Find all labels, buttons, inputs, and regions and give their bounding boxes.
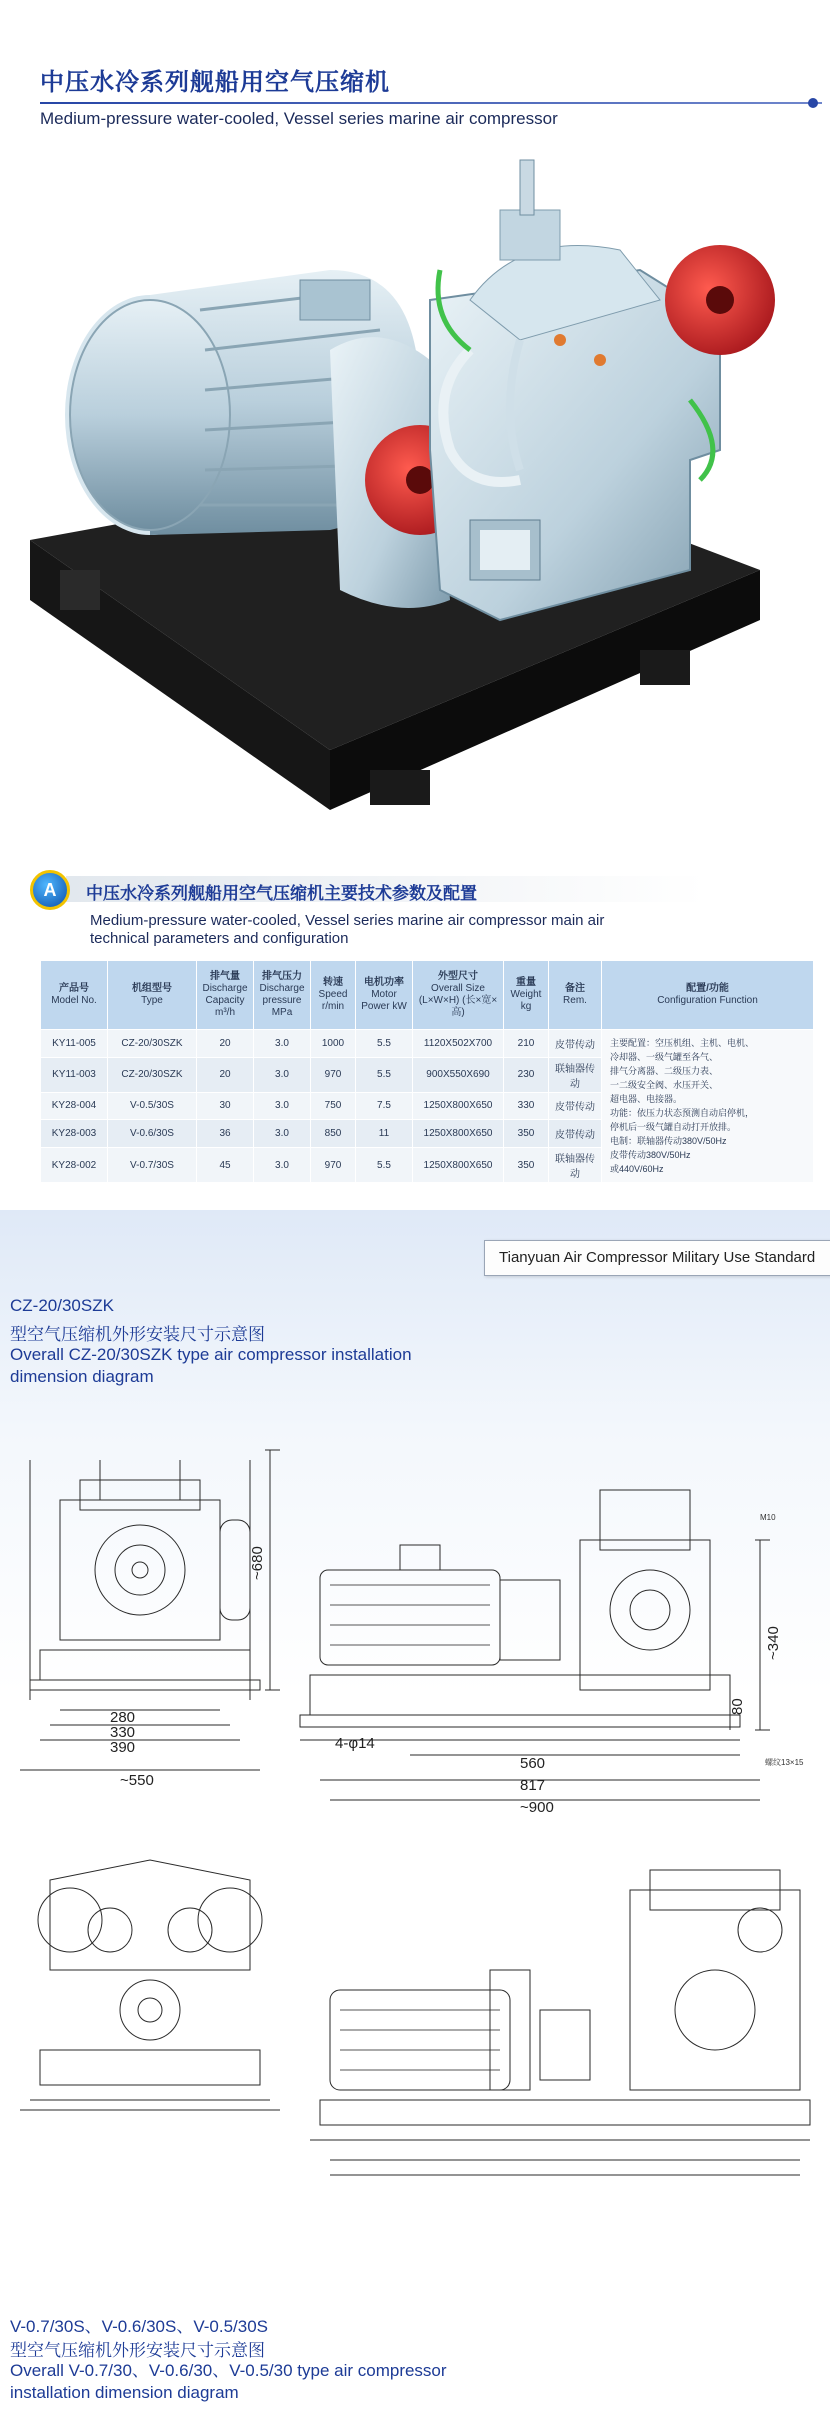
col-weight: 重量 Weight kg [504, 961, 549, 1030]
cell-remark: 联轴器传动 [549, 1148, 602, 1183]
col-size: 外型尺寸 Overall Size (L×W×H) (长×宽×高) [413, 961, 504, 1030]
technical-drawing-icon [0, 1410, 830, 2230]
dim-80: 80 [729, 1698, 746, 1715]
cz-front-view [20, 1450, 280, 1770]
spec-title-en: Medium-pressure water-cooled, Vessel series marine air compressor main air technical parameters and configuration [90, 912, 605, 947]
cell-size: 1120X502X700 [413, 1030, 504, 1058]
cell-weight: 330 [504, 1092, 549, 1120]
cell-pressure: 3.0 [254, 1092, 311, 1120]
config-line: 排气分离器、二级压力表、 [610, 1066, 719, 1076]
drawing-section [0, 1210, 830, 2420]
cell-power: 5.5 [356, 1030, 413, 1058]
v-front-view [20, 1860, 280, 2110]
col-power: 电机功率 Motor Power kW [356, 961, 413, 1030]
v-title-cn: 型空气压缩机外形安装尺寸示意图 [10, 2341, 265, 2360]
dim-holes: 4-φ14 [335, 1735, 375, 1752]
cell-remark: 联轴器传动 [549, 1057, 602, 1092]
cell-pressure: 3.0 [254, 1030, 311, 1058]
config-line: 停机后一级气罐自动打开放排。 [610, 1122, 737, 1132]
dim-340: ~340 [765, 1626, 782, 1660]
title-rule [40, 102, 822, 104]
cell-capacity: 45 [197, 1148, 254, 1183]
section-badge: A [30, 870, 70, 910]
cell-type: V-0.7/30S [108, 1148, 197, 1183]
page-title-en: Medium-pressure water-cooled, Vessel series marine air compressor [40, 109, 558, 128]
cell-size: 900X550X690 [413, 1057, 504, 1092]
note-pipe: 螺纹13×15 [765, 1758, 804, 1767]
cell-model: KY28-003 [41, 1120, 108, 1148]
config-line: 电制：联轴器传动380V/50Hz [610, 1136, 727, 1146]
dim-280: 280 [110, 1709, 136, 1726]
dim-550: ~550 [120, 1772, 154, 1789]
spec-section-header [30, 870, 820, 903]
config-line: 主要配置：空压机组、主机、电机、 [610, 1038, 755, 1048]
cell-model: KY28-002 [41, 1148, 108, 1183]
title-rule-dot [808, 98, 818, 108]
cell-type: CZ-20/30SZK [108, 1030, 197, 1058]
config-line: 一二级安全阀、水压开关、 [610, 1080, 719, 1090]
cz-title-cn: 型空气压缩机外形安装尺寸示意图 [10, 1325, 265, 1344]
col-pressure: 排气压力 Discharge pressure MPa [254, 961, 311, 1030]
cell-power: 7.5 [356, 1092, 413, 1120]
v-title-en: Overall V-0.7/30、V-0.6/30、V-0.5/30 type air compressor installation dimension diagram [10, 2361, 447, 2402]
dim-390: 390 [110, 1739, 136, 1756]
col-capacity: 排气量 Discharge Capacity m³/h [197, 961, 254, 1030]
cell-type: CZ-20/30SZK [108, 1057, 197, 1092]
config-line: 或440V/60Hz [610, 1164, 664, 1174]
col-speed: 转速 Speed r/min [311, 961, 356, 1030]
table-row [41, 1030, 814, 1058]
compressor-photo-icon [0, 150, 830, 850]
cz-side-view [300, 1490, 770, 1800]
cell-power: 5.5 [356, 1057, 413, 1092]
cell-power: 11 [356, 1120, 413, 1148]
note-thread: M10 [760, 1513, 776, 1522]
cell-weight: 350 [504, 1148, 549, 1183]
standard-label-box [484, 1240, 830, 1276]
cell-type: V-0.5/30S [108, 1092, 197, 1120]
cell-capacity: 30 [197, 1092, 254, 1120]
cell-size: 1250X800X650 [413, 1092, 504, 1120]
cell-weight: 210 [504, 1030, 549, 1058]
cell-remark: 皮带传动 [549, 1092, 602, 1120]
cell-capacity: 20 [197, 1057, 254, 1092]
cell-speed: 970 [311, 1148, 356, 1183]
col-remark: 备注 Rem. [549, 961, 602, 1030]
cell-pressure: 3.0 [254, 1057, 311, 1092]
config-line: 超电器、电接器。 [610, 1094, 683, 1104]
dim-817: 817 [520, 1777, 546, 1794]
cell-pressure: 3.0 [254, 1148, 311, 1183]
config-line: 皮带传动380V/50Hz [610, 1150, 691, 1160]
cell-weight: 350 [504, 1120, 549, 1148]
dim-560: 560 [520, 1755, 546, 1772]
cell-model: KY11-005 [41, 1030, 108, 1058]
col-config: 配置/功能 Configuration Function [602, 961, 814, 1030]
col-type: 机组型号 Type [108, 961, 197, 1030]
cell-power: 5.5 [356, 1148, 413, 1183]
config-line: 冷却器、一级气罐至各气、 [610, 1052, 719, 1062]
v-side-view [310, 1870, 810, 2175]
cell-model: KY28-004 [41, 1092, 108, 1120]
spec-title-cn: 中压水冷系列舰船用空气压缩机主要技术参数及配置 [86, 884, 477, 903]
compressor-photo [0, 150, 830, 850]
cell-type: V-0.6/30S [108, 1120, 197, 1148]
cell-capacity: 20 [197, 1030, 254, 1058]
dimension-drawings [0, 1410, 830, 2230]
col-model: 产品号 Model No. [41, 961, 108, 1030]
cell-capacity: 36 [197, 1120, 254, 1148]
config-cell [602, 1030, 814, 1183]
v-model-label: V-0.7/30S、V-0.6/30S、V-0.5/30S [10, 2317, 268, 2336]
dim-height: ~680 [249, 1546, 266, 1580]
config-line: 功能：依压力状态预测自动启停机， [610, 1108, 755, 1118]
spec-table [40, 960, 814, 1183]
cell-size: 1250X800X650 [413, 1120, 504, 1148]
cz-title-en: Overall CZ-20/30SZK type air compressor installation dimension diagram [10, 1345, 412, 1386]
cell-pressure: 3.0 [254, 1120, 311, 1148]
cell-weight: 230 [504, 1057, 549, 1092]
page-title-cn: 中压水冷系列舰船用空气压缩机 [40, 69, 390, 96]
cell-speed: 850 [311, 1120, 356, 1148]
cell-model: KY11-003 [41, 1057, 108, 1092]
cz-model-label: CZ-20/30SZK [10, 1296, 114, 1315]
cell-speed: 750 [311, 1092, 356, 1120]
table-header-row [41, 961, 814, 1030]
cell-remark: 皮带传动 [549, 1030, 602, 1058]
dim-330: 330 [110, 1724, 136, 1741]
dim-900: ~900 [520, 1799, 554, 1816]
cell-speed: 970 [311, 1057, 356, 1092]
cell-remark: 皮带传动 [549, 1120, 602, 1148]
cell-speed: 1000 [311, 1030, 356, 1058]
page-header [0, 0, 830, 150]
cell-size: 1250X800X650 [413, 1148, 504, 1183]
standard-label: Tianyuan Air Compressor Military Use Standard [499, 1249, 816, 1266]
